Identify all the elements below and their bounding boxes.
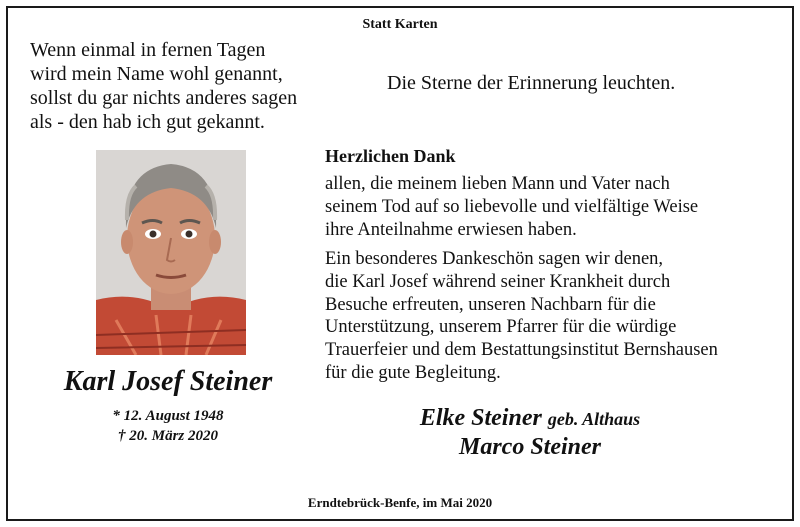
signature-name: Elke Steiner <box>419 405 542 431</box>
poem-line: Wenn einmal in fernen Tagen <box>30 39 266 61</box>
life-dates <box>0 406 336 446</box>
thanks-paragraph-1 <box>325 173 698 241</box>
text-line: Trauerfeier und dem Bestattungsinstitut Bernshausen <box>325 340 718 361</box>
signature-marco: Marco Steiner <box>458 434 601 460</box>
text-line: seinem Tod auf so liebevolle und vielfältige Weise <box>325 196 699 217</box>
death-date: † 20. März 2020 <box>117 428 218 444</box>
portrait-photo <box>96 150 246 355</box>
text-line: ihre Anteilnahme erwiesen haben. <box>325 219 577 240</box>
poem-line: sollst du gar nichts anderes sagen <box>30 87 298 109</box>
portrait-illustration <box>96 150 246 355</box>
text-line: Besuche erfreuten, unseren Nachbarn für die <box>325 294 656 315</box>
poem-line: wird mein Name wohl genannt, <box>30 63 283 85</box>
header-statt-karten: Statt Karten <box>362 17 438 32</box>
signature-elke <box>320 405 740 432</box>
motto: Die Sterne der Erinnerung leuchten. <box>387 72 676 94</box>
thanks-heading: Herzlichen Dank <box>325 146 456 166</box>
text-line: Ein besonderes Dankeschön sagen wir denen, <box>325 249 664 269</box>
birth-date: * 12. August 1948 <box>112 408 224 424</box>
maiden-name-note: geb. Althaus <box>547 409 641 429</box>
thanks-paragraph-2 <box>325 248 718 385</box>
text-line: Unterstützung, unserem Pfarrer für die würdige <box>325 317 677 338</box>
text-line: die Karl Josef während seiner Krankheit durch <box>325 271 671 292</box>
text-line: für die gute Begleitung. <box>325 362 501 383</box>
text-line: allen, die meinem lieben Mann und Vater nach <box>325 174 670 194</box>
poem-line: als - den hab ich gut gekannt. <box>30 111 265 133</box>
footer-place-date: Erndtebrück-Benfe, im Mai 2020 <box>307 495 493 510</box>
poem <box>30 38 297 134</box>
deceased-name: Karl Josef Steiner <box>63 366 273 397</box>
